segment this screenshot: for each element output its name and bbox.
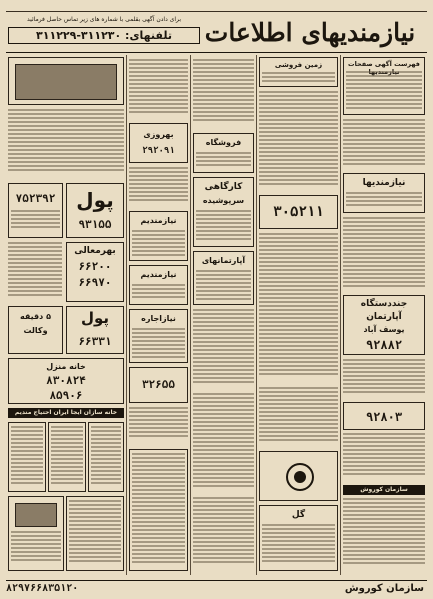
ad-number-7: ۸۵۹۰۶ [49, 389, 83, 402]
ad-five-day-title: ۵ دقیقه [20, 312, 51, 321]
footer-brand: سازمان کوروش [344, 583, 424, 594]
index-title: فهرست آگهی صفحات [348, 60, 420, 68]
ad-number-10: ۲۹۲۰۹۱ [142, 146, 175, 156]
ad-small-3 [88, 422, 124, 492]
masthead-phone: تلفنهای: ۳۱۱۲۳۰-۳۱۱۲۲۹ [8, 27, 200, 44]
ad-lease-title: نیازاجاره [141, 314, 176, 323]
ad-money-title: پول [76, 188, 114, 212]
ad-land [259, 57, 338, 87]
truck-photo [15, 503, 57, 527]
ad-circle-logo [259, 451, 338, 501]
ad-small-1 [8, 422, 46, 492]
ad-apartment-title: آپارتمان [366, 312, 402, 322]
ad-bahramali-title: بهرمعالی [74, 246, 116, 256]
masthead-title: نیازمندیهای اطلاعات [204, 17, 416, 47]
index-box [343, 57, 425, 115]
ad-small-5 [66, 496, 124, 571]
ad-number-8: ۳۰۵۲۱۱ [273, 204, 324, 220]
ad-big-number [259, 195, 338, 229]
ad-land-title: زمین فروشی [274, 61, 323, 69]
ad-behrouzi-title: بهروزی [143, 130, 174, 139]
column-5 [6, 55, 126, 575]
ad-shop [193, 133, 254, 173]
ad-money-1 [8, 183, 63, 238]
masthead-note: برای دادن آگهی بقلمی با شماره های زیر تماس حاصل فرمائید [26, 16, 182, 23]
ad-photo-box [8, 57, 124, 105]
ad-shop-title: فروشگاه [205, 138, 242, 147]
column-1 [340, 55, 427, 575]
ad-yousef-title: یوسف آباد [363, 325, 405, 334]
ad-help [193, 177, 254, 247]
ad-wanted-title: نیازمندیم [140, 216, 177, 225]
ad-number-9: ۹۲۸۸۲ [365, 338, 403, 352]
ad-help-title: کارگاهی [204, 182, 243, 192]
ad-loan [66, 306, 124, 354]
ad-number-5: ۶۶۳۳۱ [78, 335, 112, 348]
ad-small-4 [8, 496, 64, 571]
ad-home-title: خانه منزل [46, 362, 86, 371]
ad-loan-title: پول [80, 309, 110, 327]
ad-five-day [8, 306, 63, 354]
ad-cash-title: نیازمندیها [362, 178, 406, 188]
column-4 [126, 55, 190, 575]
ad-money-big [66, 183, 124, 238]
ad-apartments [193, 251, 254, 305]
footer [6, 580, 427, 596]
ad-apartments-title: آپارتمانهای [201, 256, 246, 265]
ad-bahramali [66, 242, 124, 302]
ad-tailor-title: سرپوشیده [202, 196, 245, 205]
column-2 [256, 55, 340, 575]
ad-small-2 [48, 422, 86, 492]
ad-number-6: ۸۳۰۸۲۴ [46, 374, 86, 387]
masthead-contact [8, 15, 200, 51]
ad-vakil-title: وکالت [23, 326, 48, 335]
ad-small-grid [129, 449, 188, 571]
ad-rent [129, 265, 188, 305]
ad-numbers-1 [343, 295, 425, 355]
ad-number-2: ۹۳۱۵۵ [78, 218, 112, 231]
ad-cash [343, 173, 425, 213]
ad-home [8, 358, 124, 404]
ad-number-11: ۳۲۶۵۵ [141, 378, 176, 391]
building-photo [15, 64, 117, 100]
ad-gol [259, 505, 338, 571]
ad-behrouzi [129, 123, 188, 163]
dateline [6, 3, 427, 12]
ad-wanted [129, 211, 188, 261]
ad-number-1: ۷۵۲۳۹۲ [15, 192, 56, 205]
ad-number-12: ۹۲۸۰۳ [365, 410, 403, 424]
ad-number-11-box [129, 367, 188, 403]
ad-lease [129, 309, 188, 363]
ad-number-3: ۶۶۲۰۰ [78, 260, 112, 273]
ad-numbers-2 [343, 402, 425, 430]
ad-rent-title: نیازمندیم [140, 270, 177, 279]
ad-office-title: جنددستگاه [360, 299, 408, 309]
column-3 [190, 55, 256, 575]
ad-number-4: ۶۶۹۷۰ [78, 276, 112, 289]
masthead [6, 13, 427, 53]
section-sazman: سازمان کوروش [343, 485, 425, 495]
footer-phone: ۸۲۹۷۶۶۸۳۵۱۲۰ [6, 583, 79, 594]
section-fly-header: خانه سازان ایجا ایران احتیاج مندیم [8, 408, 124, 418]
emblem-icon [285, 462, 315, 492]
ad-gol-title: گل [291, 510, 306, 520]
